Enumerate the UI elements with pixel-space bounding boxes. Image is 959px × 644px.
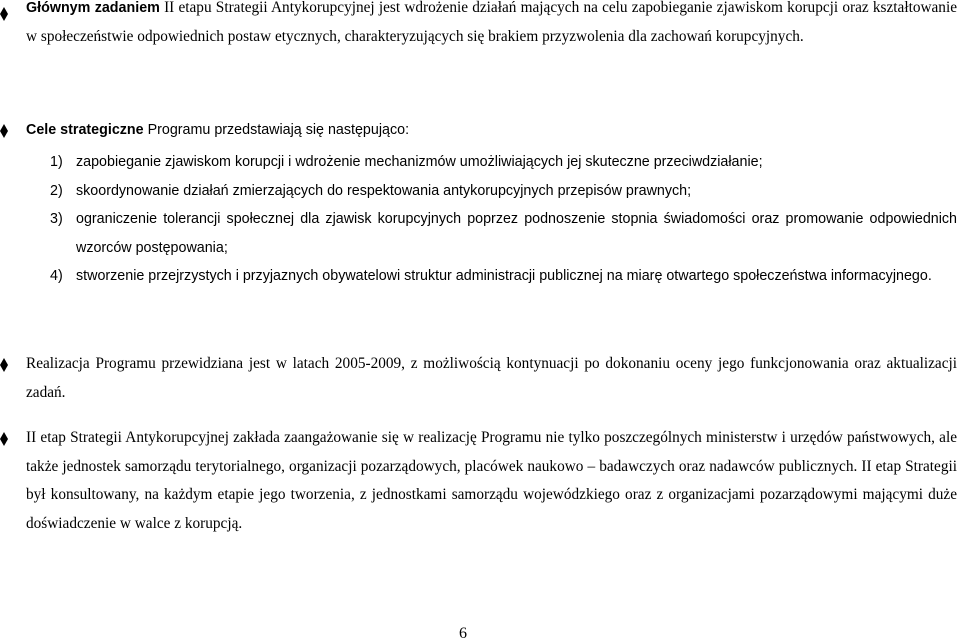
strategic-goals-intro: Programu przedstawiają się następująco: bbox=[143, 122, 410, 138]
diamond-bullet-icon bbox=[0, 358, 10, 372]
page-number: 6 bbox=[459, 625, 467, 642]
list-item-text: zapobieganie zjawiskom korupcji i wdrożenie mechanizmów umożliwiających jej skuteczne przeciwdziałanie; bbox=[76, 154, 763, 170]
list-item bbox=[50, 177, 957, 206]
main-task-text: II etapu Strategii Antykorupcyjnej jest wdrożenie działań mających na celu zapobieganie zjawiskom korupcji oraz kształtowanie w społeczeństwie odpowiednich postaw etycznych, charakteryzujących się brakiem przyzwolenia dla zachowań korupcyjnych. bbox=[26, 0, 957, 45]
list-item-text: skoordynowanie działań zmierzających do respektowania antykorupcyjnych przepisów prawnych; bbox=[76, 182, 692, 199]
paragraph-strategic-goals bbox=[0, 116, 959, 145]
list-item bbox=[50, 205, 957, 262]
diamond-bullet-icon bbox=[0, 7, 10, 21]
paragraph-involvement bbox=[0, 424, 959, 538]
list-item-number: 1) bbox=[50, 154, 63, 170]
implementation-text: Realizacja Programu przewidziana jest w latach 2005-2009, z możliwością kontynuacji po dokonaniu oceny jego funkcjonowania oraz aktualizacji zadań. bbox=[26, 355, 957, 401]
list-item-number: 4) bbox=[50, 268, 63, 284]
list-item-number: 2) bbox=[50, 182, 63, 199]
list-item-number: 3) bbox=[50, 211, 63, 227]
involvement-text: II etap Strategii Antykorupcyjnej zakłada zaangażowanie się w realizację Programu nie tylko poszczególnych ministerstw i urzędów państwowych, ale także jednostek samorządu terytorialnego, organizacji pozarządowych, placówek naukowo – badawczych oraz nadawców publicznych. II etap Strategii był konsultowany, na każdym etapie jego tworzenia, z jednostkami samorządu wojewódzkiego oraz z organizacjami pozarządowymi mającymi duże doświadczenie w walce z korupcją. bbox=[26, 429, 957, 532]
diamond-bullet-icon bbox=[0, 124, 10, 138]
paragraph-implementation bbox=[0, 350, 959, 407]
strategic-goals-heading: Cele strategiczne bbox=[26, 122, 144, 138]
strategic-goals-list bbox=[50, 148, 957, 291]
list-item bbox=[50, 148, 957, 177]
list-item-text: stworzenie przejrzystych i przyjaznych obywatelowi struktur administracji publicznej na miarę otwartego społeczeństwa informacyjnego. bbox=[76, 268, 932, 284]
paragraph-main-task bbox=[0, 0, 959, 51]
list-item-text: ograniczenie tolerancji społecznej dla zjawisk korupcyjnych poprzez podnoszenie stopnia świadomości oraz promowanie odpowiednich wzorców postępowania; bbox=[76, 211, 957, 256]
main-task-heading: Głównym zadaniem bbox=[26, 0, 160, 16]
diamond-bullet-icon bbox=[0, 432, 10, 446]
list-item bbox=[50, 262, 957, 291]
